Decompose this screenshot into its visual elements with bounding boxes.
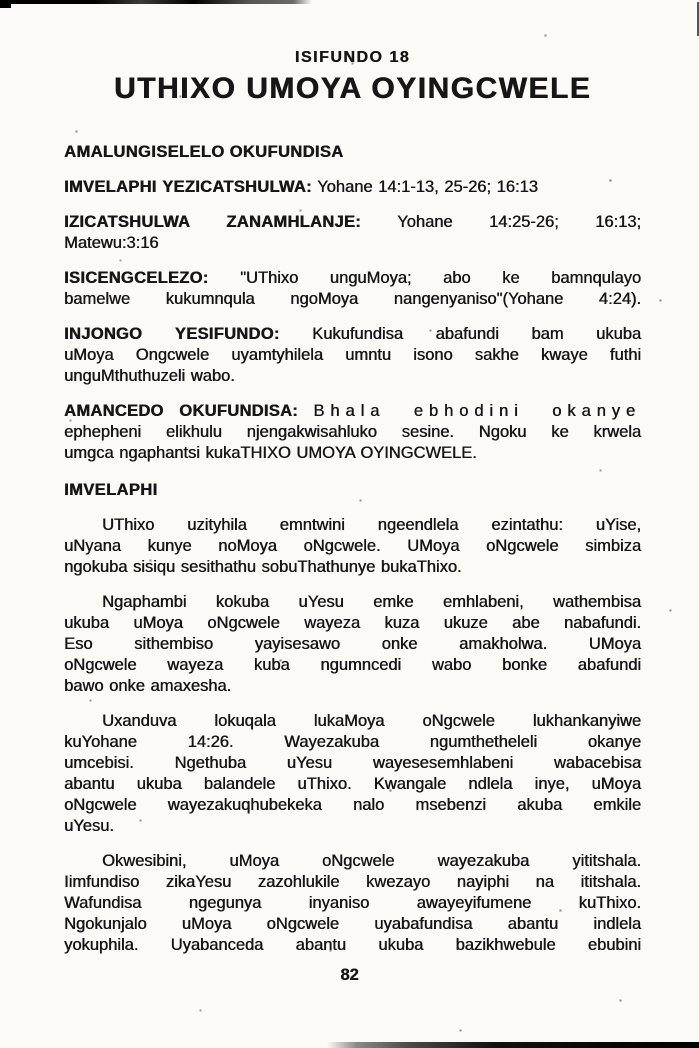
text-line: abantu ukuba balandele uThixo. Kwangale ndlela inye, uMoya: [64, 775, 641, 793]
text-line: oNgcwele wayezakuqhubekeka nalo msebenzi akuba emkile: [64, 796, 641, 814]
text-line: [64, 177, 641, 198]
text-line: [64, 324, 641, 345]
body-paragraph-1: [64, 515, 641, 578]
paragraph-text: Kukufundisa abafundi bam ukuba: [312, 325, 641, 343]
page-title: UTHIXO UMOYA OYINGCWELE: [113, 72, 592, 105]
text-line: uYesu.: [64, 817, 114, 835]
page-content: [64, 48, 641, 956]
body-paragraph-4: [64, 851, 641, 956]
scan-speckles: [0, 0, 1, 1]
text-line: Okwesibini, uMoya oNgcwele wayezakuba yititshala.: [102, 852, 641, 870]
paragraph-imvelaphi-yezicatshulwa: [64, 177, 641, 198]
text-line: UThixo uzityhila emntwini ngeendlela ezintathu: uYise,: [102, 516, 641, 534]
text-line: [64, 268, 641, 289]
paragraph-amancedo-okufundisa: [64, 401, 641, 464]
paragraph-injongo-yesifundo: [64, 324, 641, 387]
scan-edge-bottom: [327, 1042, 699, 1048]
body-paragraph-2: [64, 592, 641, 697]
paragraph-label: IMVELAPHI YEZICATSHULWA:: [64, 178, 312, 196]
text-line: [64, 212, 641, 233]
text-line: Wafundisa ngegunya inyaniso awayeyifumene kuThixo.: [64, 894, 641, 912]
text-line: ngokuba sisiqu sesithathu sobuThathunye bukaThixo.: [64, 558, 462, 576]
text-line: bawo onke amaxesha.: [64, 677, 232, 695]
letterspaced-text: Bhala ebhodini okanye: [313, 402, 641, 420]
subsection-heading: IMVELAPHI: [64, 481, 158, 499]
paragraph-label: ISICENGCELEZO:: [64, 269, 209, 287]
scan-edge-top-left-corner: [0, 0, 11, 8]
paragraph-label: IZICATSHULWA ZANAMHLANJE:: [64, 213, 361, 231]
text-line: umcebisi. Ngethuba uYesu wayesesemhlabeni wabacebisa: [64, 754, 641, 772]
paragraph-izicatshulwa-zanamhlanje: [64, 212, 641, 254]
text-line: uNyana kunye noMoya oNgcwele. UMoya oNgcwele simbiza: [64, 537, 641, 555]
text-line: Iimfundiso zikaYesu zazohlukile kwezayo nayiphi na ititshala.: [64, 873, 641, 891]
paragraph-label: AMANCEDO OKUFUNDISA:: [64, 402, 298, 420]
text-line: bamelwe kukumnqula ngoMoya nangenyaniso"(Yohane 4:24).: [64, 290, 641, 308]
text-line: uMoya Ongcwele uyamtyhilela umntu isono sakhe kwaye futhi: [64, 346, 641, 364]
text-line: Ngokunjalo uMoya oNgcwele uyabafundisa abantu indlela: [64, 915, 641, 933]
page-number: 82: [340, 966, 359, 984]
text-line: Eso sithembiso yayisesawo onke amakholwa. UMoya: [64, 635, 641, 653]
paragraph-isicengcelezo: [64, 268, 641, 310]
text-line: ephepheni elikhulu njengakwisahluko sesine. Ngoku ke krwela: [64, 423, 641, 441]
text-line: unguMthuthuzeli wabo.: [64, 367, 235, 385]
section-heading: AMALUNGISELELO OKUFUNDISA: [64, 143, 344, 161]
paragraph-text: Yohane 14:1-13, 25-26; 16:13: [317, 178, 538, 196]
paragraph-text: Yohane 14:25-26; 16:13;: [397, 213, 641, 231]
lesson-number-label: ISIFUNDO 18: [294, 49, 411, 66]
text-line: Ngaphambi kokuba uYesu emke emhlabeni, wathembisa: [102, 593, 641, 611]
text-line: ukuba uMoya oNgcwele wayeza kuza ukuze abe nabafundi.: [64, 614, 641, 632]
text-line: Uxanduva lokuqala lukaMoya oNgcwele lukhankanyiwe: [102, 712, 641, 730]
paragraph-text: "UThixo unguMoya; abo ke bamnqulayo: [240, 269, 641, 287]
text-line: [64, 401, 641, 422]
text-line: kuYohane 14:26. Wayezakuba ngumthetheleli okanye: [64, 733, 641, 751]
scan-edge-top: [0, 0, 312, 4]
text-line: oNgcwele wayeza kuba ngumncedi wabo bonke abafundi: [64, 656, 641, 674]
body-paragraph-3: [64, 711, 641, 837]
paragraph-label: INJONGO YESIFUNDO:: [64, 325, 280, 343]
text-line: Matewu:3:16: [64, 234, 159, 252]
text-line: yokuphila. Uyabanceda abantu ukuba bazikhwebule ebubini: [64, 936, 641, 954]
text-line: umgca ngaphantsi kukaTHIXO UMOYA OYINGCWELE.: [64, 444, 477, 462]
